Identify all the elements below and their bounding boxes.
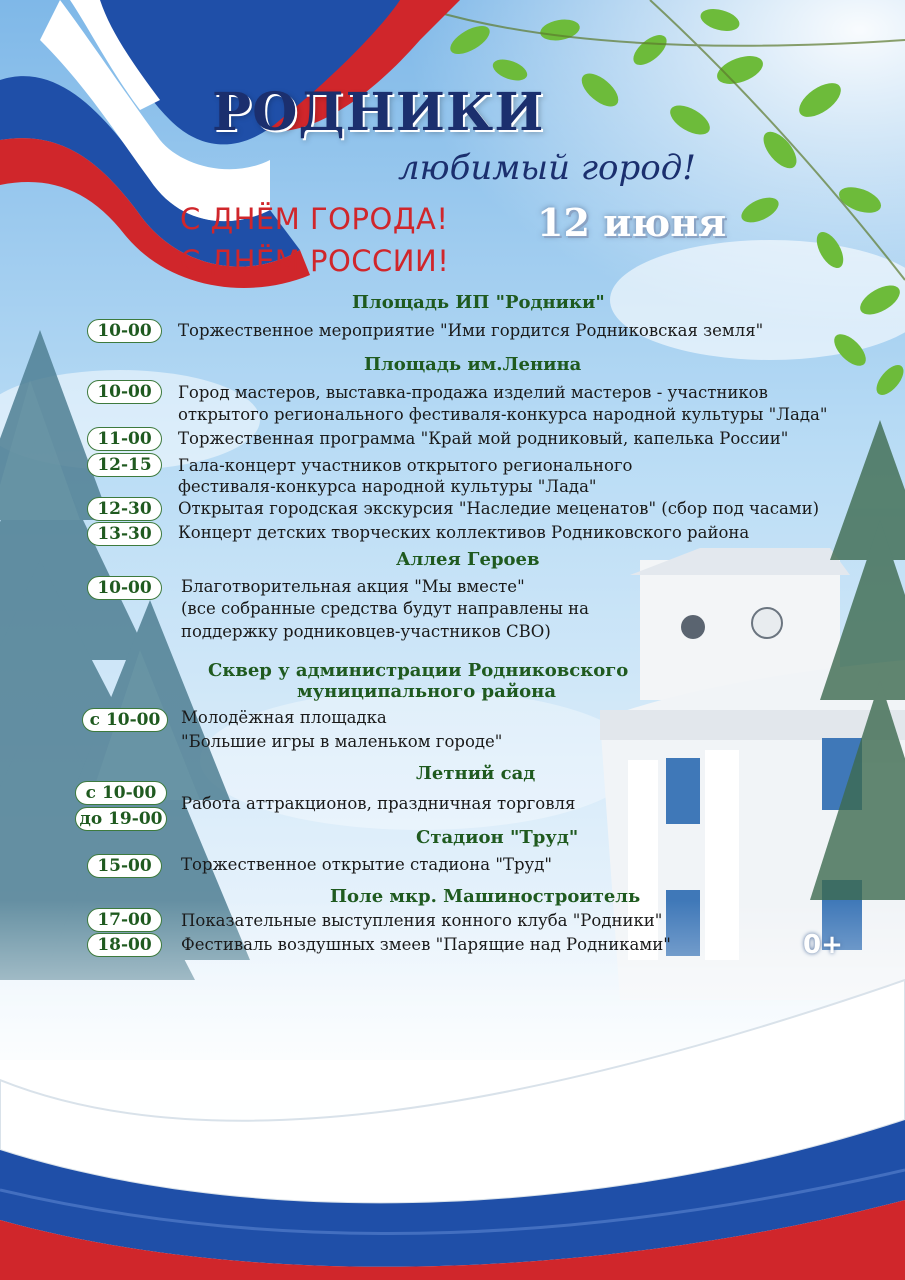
- event-description: Торжественная программа "Край мой родниковый, капелька России": [178, 429, 789, 448]
- event-description: Работа аттракционов, праздничная торговля: [181, 794, 576, 813]
- event-description: Концерт детских творческих коллективов Родниковского района: [178, 523, 750, 542]
- event-description: Показательные выступления конного клуба "Родники": [181, 911, 663, 930]
- event-description: "Большие игры в маленьком городе": [181, 732, 503, 751]
- poster-subtitle: любимый город!: [398, 148, 696, 188]
- event-description: Торжественное мероприятие "Ими гордится Родниковская земля": [178, 321, 764, 340]
- event-description: Благотворительная акция "Мы вместе": [181, 577, 525, 596]
- venue-heading: Летний сад: [416, 763, 536, 784]
- time-badge: 13-30: [87, 522, 162, 546]
- time-badge: 12-30: [87, 497, 162, 521]
- time-badge: с 10-00: [82, 708, 168, 732]
- age-rating-badge: 0+: [803, 930, 843, 960]
- event-description: Город мастеров, выставка-продажа изделий мастеров - участников: [178, 383, 768, 402]
- event-description: Гала-концерт участников открытого регионального: [178, 456, 633, 475]
- time-badge: 18-00: [87, 933, 162, 957]
- time-badge: 10-00: [87, 319, 162, 343]
- greeting-city-day: С ДНЁМ ГОРОДА!: [180, 202, 449, 236]
- time-badge: до 19-00: [75, 807, 167, 831]
- poster-title: РОДНИКИ: [212, 82, 545, 143]
- time-badge: 12-15: [87, 453, 162, 477]
- event-description: Фестиваль воздушных змеев "Парящие над Родниками": [181, 935, 671, 954]
- time-badge: 10-00: [87, 380, 162, 404]
- event-date: 12 июня: [537, 200, 727, 245]
- venue-heading: Поле мкр. Машиностроитель: [330, 886, 641, 907]
- time-badge: 11-00: [87, 427, 162, 451]
- venue-heading: Сквер у администрации Родниковского: [208, 660, 629, 681]
- venue-heading: Площадь ИП "Родники": [352, 292, 605, 313]
- time-badge: 10-00: [87, 576, 162, 600]
- event-description: (все собранные средства будут направлены на: [181, 599, 589, 618]
- event-description: открытого регионального фестиваля-конкурса народной культуры "Лада": [178, 405, 828, 424]
- event-description: Открытая городская экскурсия "Наследие меценатов" (сбор под часами): [178, 499, 820, 518]
- venue-heading: Стадион "Труд": [416, 827, 579, 848]
- venue-heading: Площадь им.Ленина: [364, 354, 582, 375]
- event-description: Торжественное открытие стадиона "Труд": [181, 855, 553, 874]
- venue-heading: муниципального района: [297, 681, 557, 702]
- greeting-russia-day: С ДНЁМ РОССИИ!: [180, 244, 450, 278]
- event-description: фестиваля-конкурса народной культуры "Лада": [178, 477, 597, 496]
- time-badge: 17-00: [87, 908, 162, 932]
- time-badge: с 10-00: [75, 781, 167, 805]
- venue-heading: Аллея Героев: [396, 549, 540, 570]
- event-description: поддержку родниковцев-участников СВО): [181, 622, 551, 641]
- time-badge: 15-00: [87, 854, 162, 878]
- event-description: Молодёжная площадка: [181, 708, 387, 727]
